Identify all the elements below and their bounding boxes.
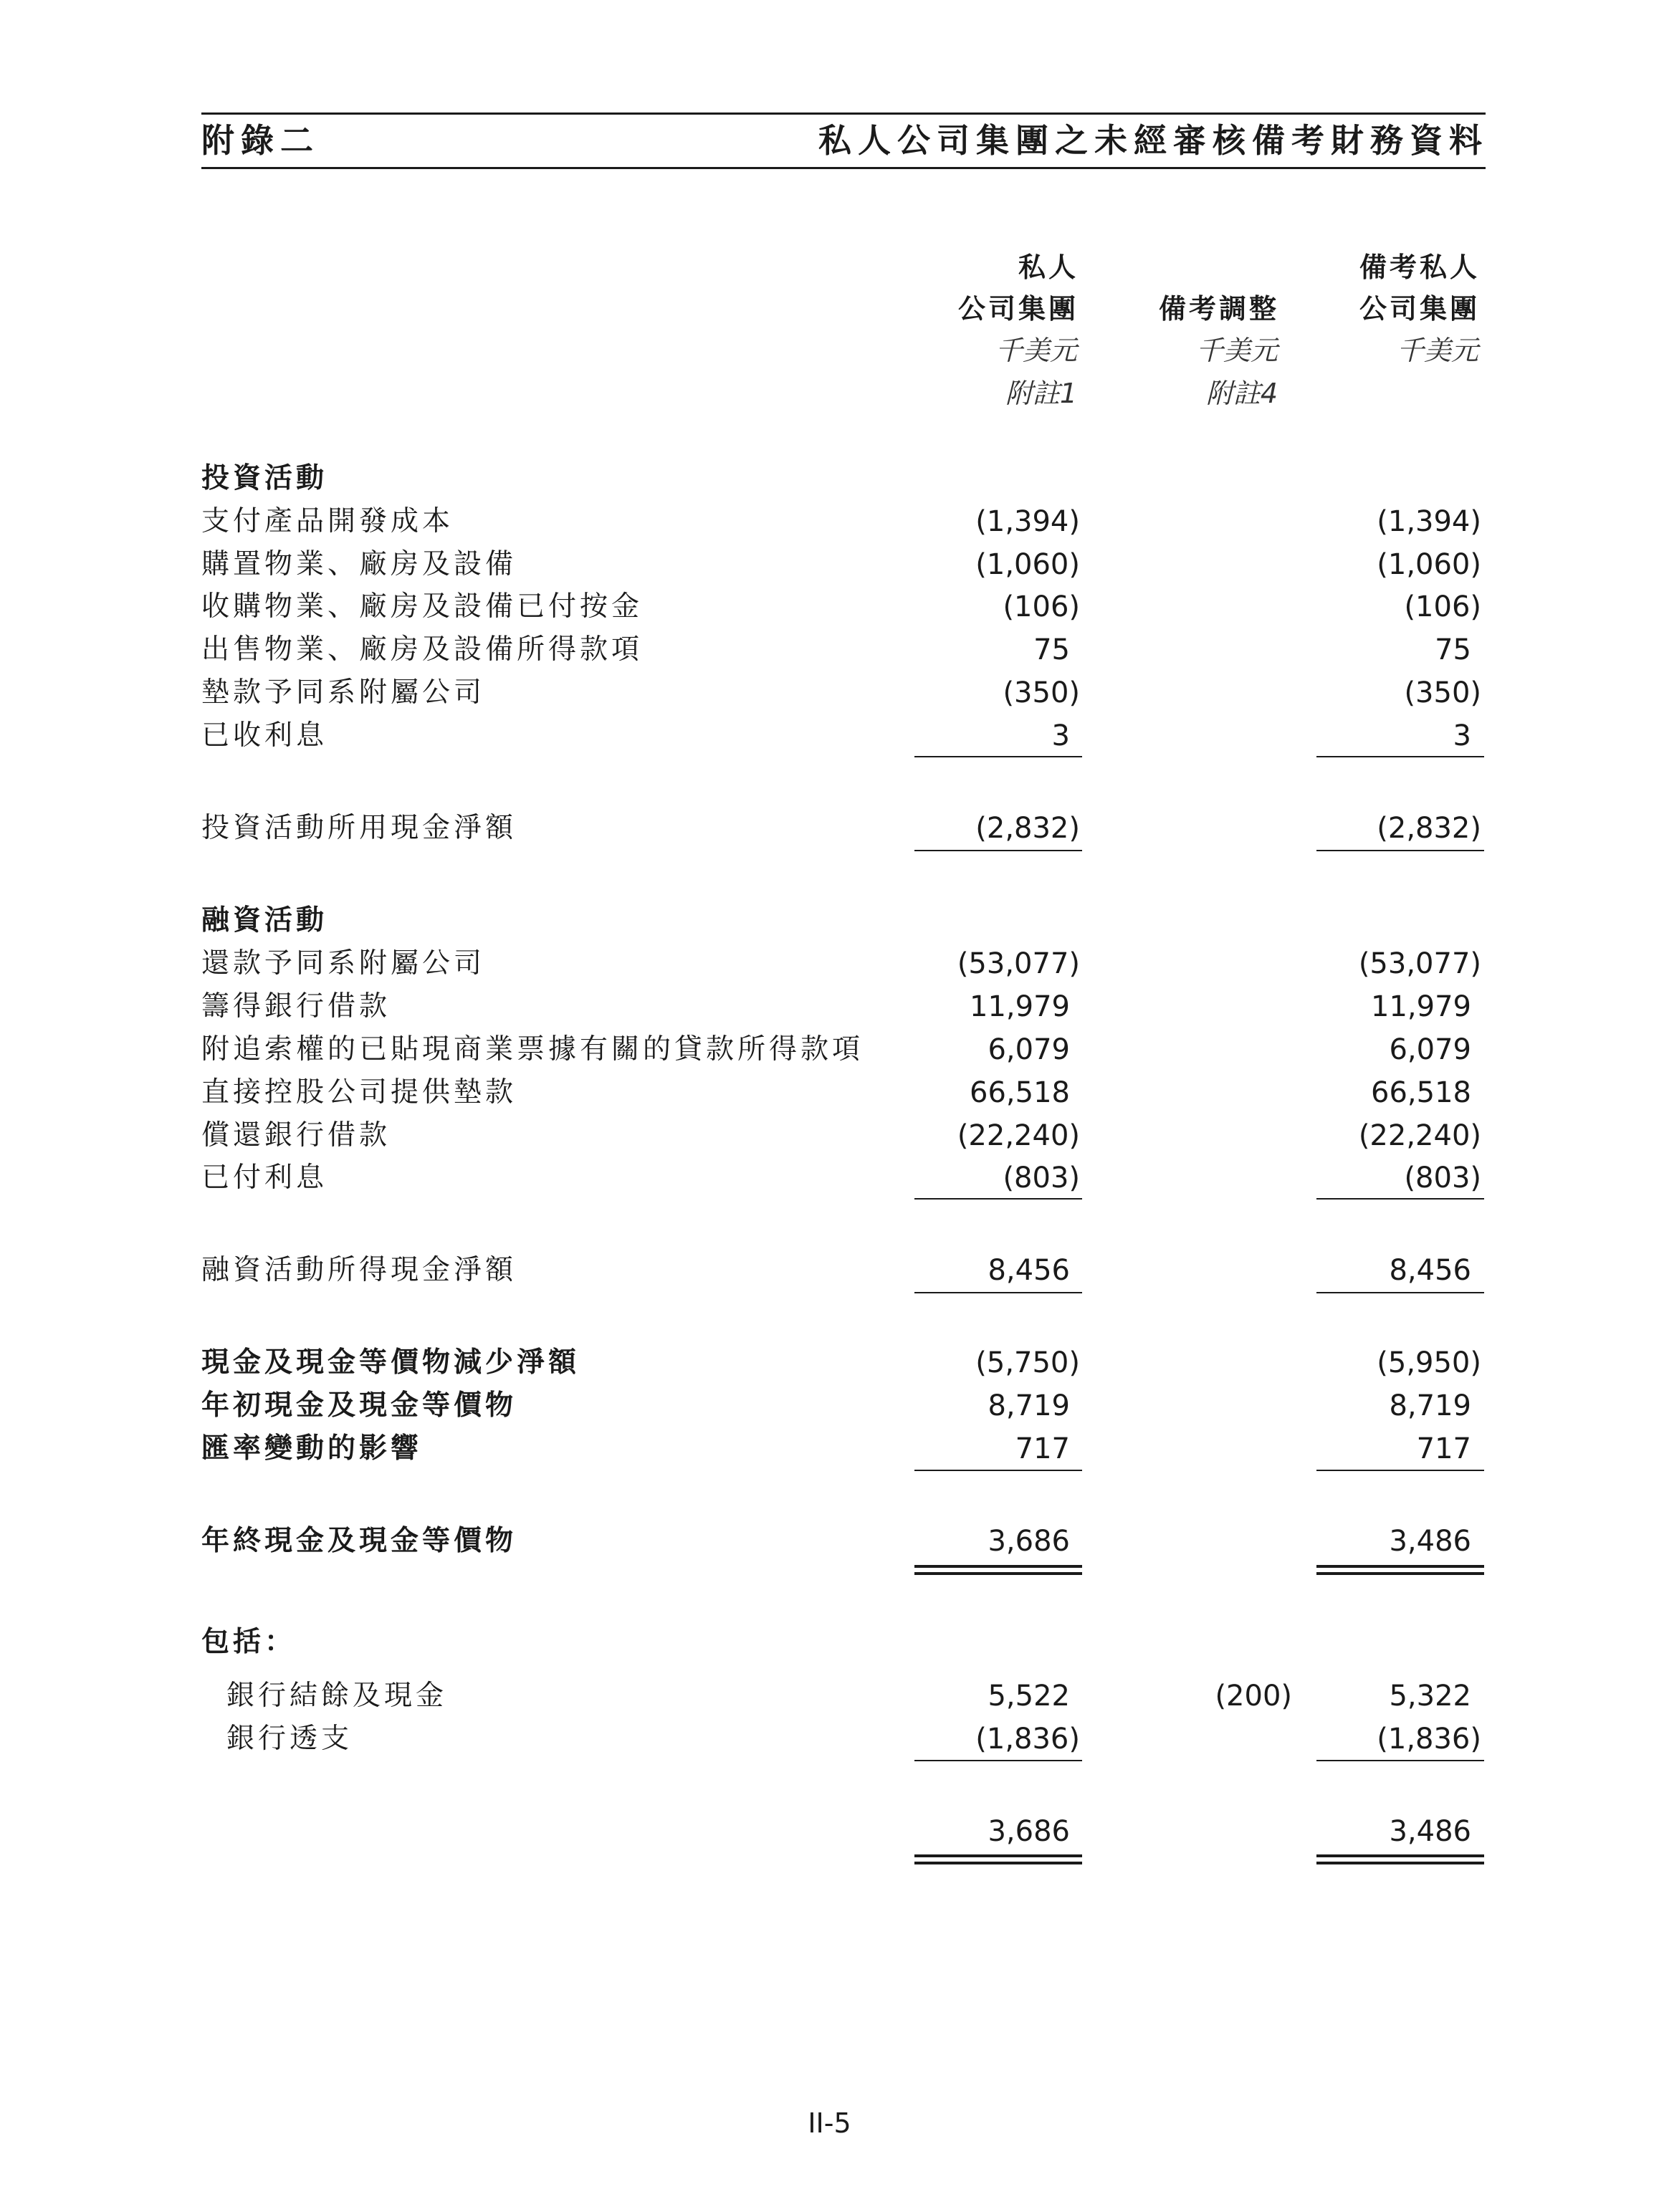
table-row	[0, 1028, 1659, 1071]
private-group-value: 3,686	[988, 1815, 1070, 1848]
col2-heading: 備考調整	[1158, 293, 1279, 325]
subtotal-rule	[1316, 1470, 1484, 1471]
section-heading: 融資活動	[201, 904, 328, 937]
table-row	[0, 1341, 1659, 1384]
table-row	[0, 1718, 1659, 1761]
col3-heading-line2: 公司集團	[1359, 293, 1480, 325]
pro-forma-value: 6,079	[1389, 1033, 1471, 1066]
subtotal-row	[0, 1249, 1659, 1292]
pro-forma-value: (106)	[1404, 590, 1481, 623]
private-group-value: (53,077)	[957, 947, 1080, 980]
pro-forma-value: (53,077)	[1358, 947, 1481, 980]
row-label: 償還銀行借款	[201, 1119, 391, 1152]
row-label: 還款予同系附屬公司	[201, 947, 486, 980]
row-label: 現金及現金等價物減少淨額	[201, 1346, 580, 1379]
section-heading: 投資活動	[201, 462, 328, 494]
table-row	[0, 1384, 1659, 1427]
table-row	[0, 1114, 1659, 1157]
row-label: 支付產品開發成本	[201, 505, 454, 537]
header-bottom-rule	[201, 167, 1486, 169]
row-label: 已付利息	[201, 1162, 328, 1194]
private-group-value: 717	[1015, 1432, 1070, 1465]
total-row	[0, 1520, 1659, 1563]
table-row	[0, 543, 1659, 586]
pro-forma-value: 8,456	[1389, 1254, 1471, 1287]
page-number: II-5	[808, 2107, 851, 2139]
row-label: 已收利息	[201, 719, 328, 752]
row-label: 附追索權的已貼現商業票據有關的貸款所得款項	[201, 1033, 864, 1066]
private-group-value: (22,240)	[957, 1119, 1080, 1152]
pro-forma-value: (2,832)	[1377, 812, 1481, 845]
private-group-value: (350)	[1003, 676, 1080, 709]
double-rule	[1316, 1854, 1484, 1864]
total-rule	[914, 850, 1082, 851]
subtotal-rule	[914, 1470, 1082, 1471]
private-group-value: (1,394)	[975, 505, 1080, 538]
row-label: 墊款予同系附屬公司	[201, 676, 486, 709]
col1-note: 附註1	[1005, 378, 1077, 409]
row-label: 年初現金及現金等價物	[201, 1389, 517, 1422]
comprising-heading-row	[0, 1621, 1659, 1664]
row-label: 匯率變動的影響	[201, 1432, 423, 1465]
private-group-value: 11,979	[970, 990, 1070, 1023]
subtotal-rule	[914, 1198, 1082, 1200]
private-group-value: (5,750)	[975, 1346, 1080, 1379]
private-group-value: (803)	[1003, 1162, 1080, 1194]
header-top-rule	[201, 112, 1486, 115]
row-label: 籌得銀行借款	[201, 990, 391, 1023]
subtotal-rule	[1316, 756, 1484, 757]
row-label: 投資活動所用現金淨額	[201, 812, 517, 844]
subtotal-rule	[914, 756, 1082, 757]
pro-forma-value: (1,394)	[1377, 505, 1481, 538]
pro-forma-value: 75	[1435, 633, 1471, 666]
row-label: 收購物業、廠房及設備已付按金	[201, 590, 644, 623]
pro-forma-value: 717	[1416, 1432, 1471, 1465]
pro-forma-value: 66,518	[1371, 1076, 1471, 1109]
row-label: 出售物業、廠房及設備所得款項	[201, 633, 644, 666]
table-row	[0, 714, 1659, 757]
private-group-value: 5,522	[988, 1680, 1070, 1713]
subtotal-rule	[914, 1760, 1082, 1761]
pro-forma-value: 3,486	[1389, 1525, 1471, 1558]
private-group-value: 66,518	[970, 1076, 1070, 1109]
subtotal-row	[0, 807, 1659, 850]
pro-forma-value: 5,322	[1389, 1680, 1471, 1713]
double-rule	[1316, 1565, 1484, 1575]
pro-forma-value: (350)	[1404, 676, 1481, 709]
row-label: 銀行透支	[226, 1723, 353, 1755]
private-group-value: 3,686	[988, 1525, 1070, 1558]
col3-unit: 千美元	[1396, 335, 1478, 366]
subtotal-rule	[1316, 1198, 1484, 1200]
double-rule	[914, 1565, 1082, 1575]
table-row	[0, 1157, 1659, 1200]
total-rule	[914, 1292, 1082, 1293]
private-group-value: 8,719	[988, 1389, 1070, 1422]
private-group-value: (1,060)	[975, 548, 1080, 581]
total-row	[0, 1810, 1659, 1853]
col1-heading-line1: 私人	[1018, 252, 1079, 283]
table-row	[0, 628, 1659, 671]
subtotal-rule	[1316, 1760, 1484, 1761]
pro-forma-value: (1,836)	[1377, 1723, 1481, 1756]
private-group-value: 75	[1033, 633, 1070, 666]
pro-forma-value: (803)	[1404, 1162, 1481, 1194]
col2-unit: 千美元	[1195, 335, 1278, 366]
table-row	[0, 671, 1659, 714]
appendix-label: 附錄二	[201, 121, 320, 160]
private-group-value: (106)	[1003, 590, 1080, 623]
row-label: 購置物業、廠房及設備	[201, 548, 517, 580]
private-group-value: 8,456	[988, 1254, 1070, 1287]
pro-forma-value: (22,240)	[1358, 1119, 1481, 1152]
double-rule	[914, 1854, 1082, 1864]
col3-heading-line1: 備考私人	[1359, 252, 1480, 283]
pro-forma-value: (5,950)	[1377, 1346, 1481, 1379]
pro-forma-value: (1,060)	[1377, 548, 1481, 581]
private-group-value: (1,836)	[975, 1723, 1080, 1756]
col1-unit: 千美元	[995, 335, 1077, 366]
investing-heading-row	[0, 457, 1659, 500]
table-row	[0, 1675, 1659, 1718]
adjustment-value: (200)	[1215, 1680, 1292, 1713]
table-row	[0, 1071, 1659, 1114]
private-group-value: 6,079	[988, 1033, 1070, 1066]
row-label: 直接控股公司提供墊款	[201, 1076, 517, 1109]
table-row	[0, 585, 1659, 628]
document-title: 私人公司集團之未經審核備考財務資料	[818, 121, 1488, 160]
financing-heading-row	[0, 899, 1659, 942]
private-group-value: (2,832)	[975, 812, 1080, 845]
private-group-value: 3	[1051, 719, 1070, 752]
table-row	[0, 942, 1659, 985]
pro-forma-value: 3	[1453, 719, 1471, 752]
total-rule	[1316, 850, 1484, 851]
section-heading: 包括：	[201, 1626, 297, 1658]
row-label: 年終現金及現金等價物	[201, 1525, 517, 1557]
table-row	[0, 500, 1659, 543]
pro-forma-value: 11,979	[1371, 990, 1471, 1023]
row-label: 融資活動所得現金淨額	[201, 1254, 517, 1286]
pro-forma-value: 3,486	[1389, 1815, 1471, 1848]
pro-forma-value: 8,719	[1389, 1389, 1471, 1422]
row-label: 銀行結餘及現金	[226, 1680, 448, 1712]
total-rule	[1316, 1292, 1484, 1293]
col2-note: 附註4	[1205, 378, 1278, 409]
table-row	[0, 1427, 1659, 1470]
col1-heading-line2: 公司集團	[957, 293, 1079, 325]
table-row	[0, 985, 1659, 1028]
